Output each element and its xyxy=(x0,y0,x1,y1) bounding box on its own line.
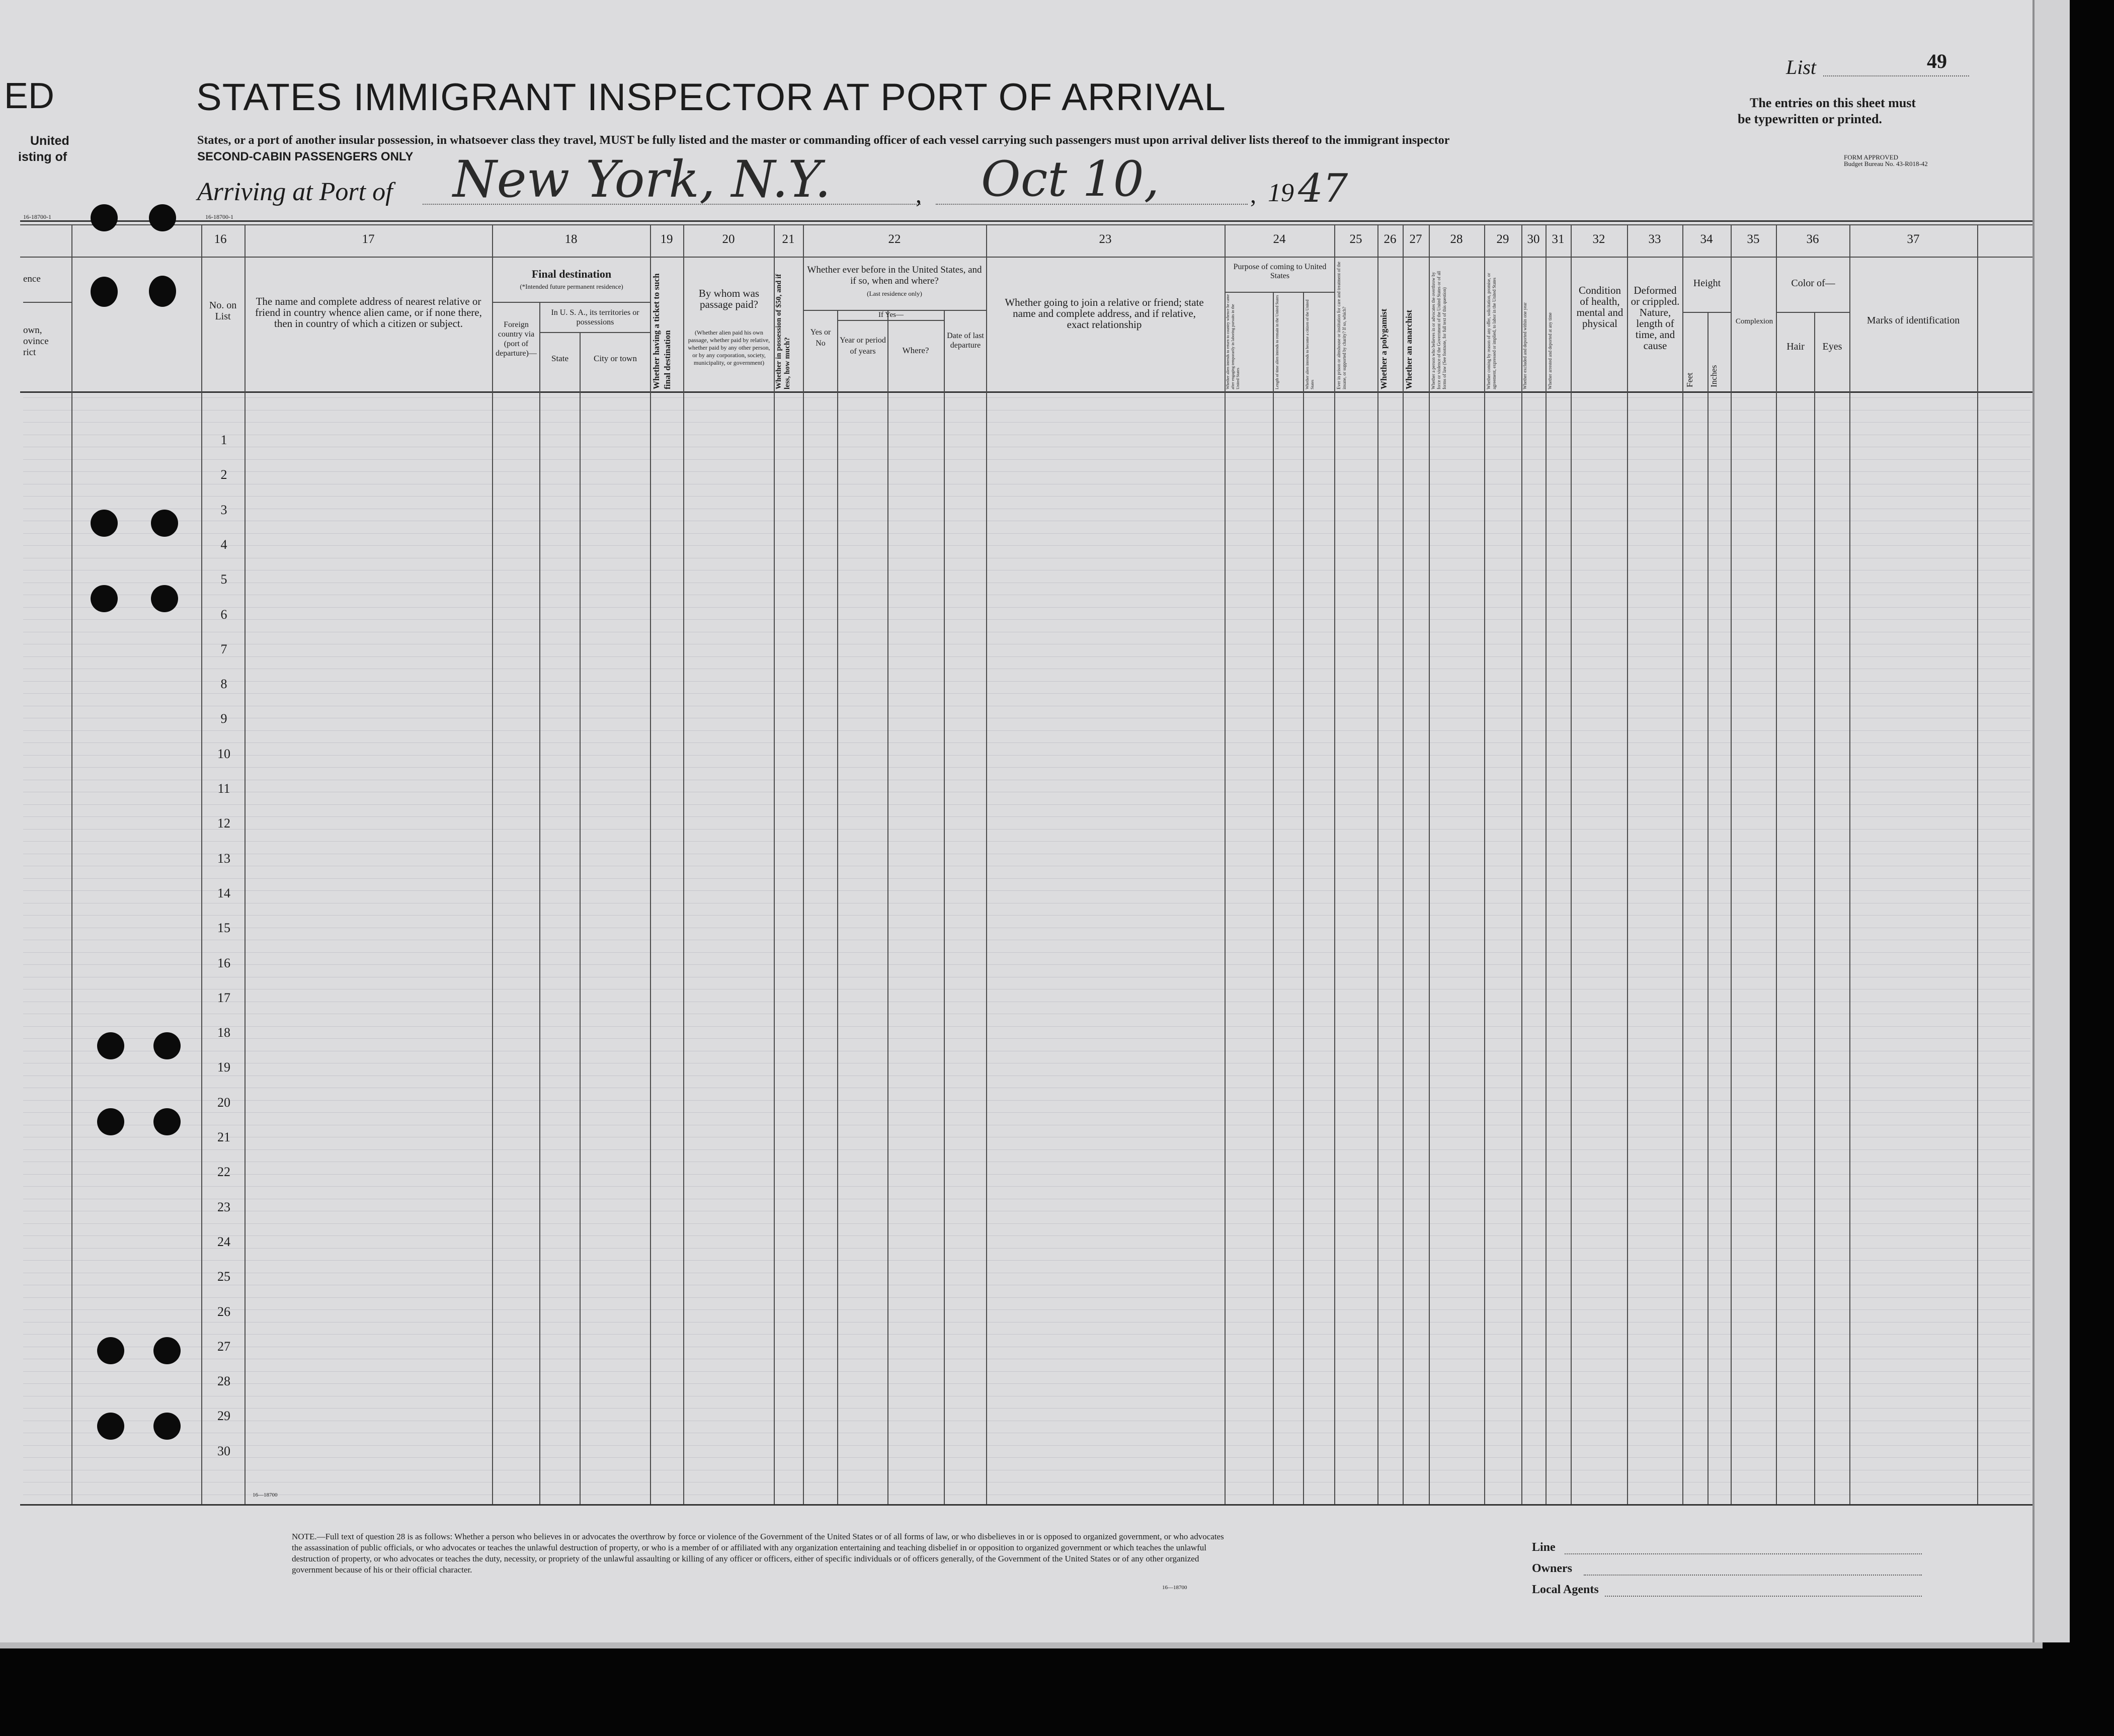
grid-line xyxy=(23,397,2030,398)
col-line xyxy=(539,302,540,1504)
col-line xyxy=(245,224,246,1504)
header-c31: Whether arrested and deported at any time xyxy=(1548,312,1553,389)
row-number: 29 xyxy=(217,1409,230,1424)
cabin-class: SECOND-CABIN PASSENGERS ONLY xyxy=(197,150,414,163)
col-line xyxy=(1627,224,1628,1504)
header-c22-yesno: Yes or No xyxy=(810,328,831,348)
row-number: 8 xyxy=(220,677,227,692)
header-c36-title: Color of— xyxy=(1791,278,1835,289)
column-number: 20 xyxy=(722,232,735,246)
row-number: 6 xyxy=(220,607,227,622)
col-line xyxy=(1682,224,1683,1504)
footer-agents-label: Local Agents xyxy=(1532,1583,1599,1596)
row-number: 17 xyxy=(217,990,230,1005)
column-number: 23 xyxy=(1099,232,1112,246)
column-number: 34 xyxy=(1700,232,1713,246)
col-line xyxy=(1776,224,1777,1504)
header-c20-title: By whom was passage paid? xyxy=(698,287,760,310)
col-line xyxy=(944,310,945,1504)
grid-line xyxy=(23,422,2030,423)
col-line xyxy=(1977,224,1978,1504)
grid-line xyxy=(23,915,2030,916)
header-c30: Whether excluded and deported within one year xyxy=(1522,302,1527,389)
col-line xyxy=(201,224,202,1504)
form-approved: FORM APPROVED xyxy=(1844,153,1899,161)
col-line xyxy=(1377,224,1378,1504)
binder-hole xyxy=(153,1337,181,1364)
header-c18-sub: (*Intended future permanent residence) xyxy=(520,283,623,290)
port-comma: , xyxy=(916,182,922,208)
grid-line xyxy=(23,878,2030,879)
grid-line xyxy=(23,1248,2030,1249)
grid-line xyxy=(23,804,2030,805)
column-number: 29 xyxy=(1496,232,1509,246)
column-number: 35 xyxy=(1747,232,1760,246)
grid-line xyxy=(23,767,2030,768)
left-col-fragment-3: ovince xyxy=(23,336,49,347)
grid-line xyxy=(23,829,2030,830)
column-number: 27 xyxy=(1409,232,1422,246)
right-margin-column xyxy=(2032,0,2070,1642)
col-line xyxy=(1484,224,1485,1504)
row-number: 15 xyxy=(217,921,230,936)
left-fragment-title: ED xyxy=(4,76,55,116)
form-code-left: 16-18700-1 xyxy=(23,213,51,220)
col-line xyxy=(1303,292,1304,1504)
grid-line xyxy=(23,1260,2030,1261)
col-line xyxy=(1521,224,1522,1504)
grid-line xyxy=(23,496,2030,497)
col-line xyxy=(580,332,581,1504)
header-c24-a: Whether alien intends to return to country whence he came after engaging temporarily in laboring pursuits in the United States xyxy=(1226,294,1240,389)
grid-line xyxy=(23,1100,2030,1101)
c22-ifyes-line xyxy=(837,320,944,321)
column-number: 31 xyxy=(1552,232,1565,246)
header-c34-inches: Inches xyxy=(1709,365,1719,387)
budget-bureau: Budget Bureau No. 43-R018-42 xyxy=(1844,160,1928,168)
header-c34-title: Height xyxy=(1693,278,1721,289)
grid-line xyxy=(23,1297,2030,1298)
grid-line xyxy=(23,1186,2030,1187)
grid-line xyxy=(23,1445,2030,1446)
grid-line xyxy=(23,730,2030,731)
col-line xyxy=(1403,224,1404,1504)
row-number: 21 xyxy=(217,1130,230,1144)
col-line xyxy=(986,224,987,1504)
bottom-form-code: 16—18700 xyxy=(253,1492,278,1498)
grid-line xyxy=(23,1309,2030,1310)
column-number: 36 xyxy=(1806,232,1819,246)
binder-hole xyxy=(153,1032,181,1059)
grid-line xyxy=(23,656,2030,657)
grid-line xyxy=(23,890,2030,891)
grid-line xyxy=(23,1223,2030,1224)
binder-hole xyxy=(153,1108,181,1135)
year-handwritten: 47 xyxy=(1298,166,1348,211)
binder-hole xyxy=(149,204,176,231)
row-number: 11 xyxy=(217,781,230,796)
row-number: 13 xyxy=(217,851,230,866)
row-number: 23 xyxy=(217,1199,230,1214)
left-fragment-line-1: United xyxy=(30,134,69,148)
grid-line xyxy=(23,1235,2030,1236)
grid-line xyxy=(23,1457,2030,1458)
binder-hole xyxy=(91,510,118,537)
grid-line xyxy=(23,1371,2030,1372)
header-c18-state: State xyxy=(551,354,568,363)
row-number: 25 xyxy=(217,1269,230,1284)
list-underline xyxy=(1823,75,1969,76)
row-number: 18 xyxy=(217,1025,230,1040)
header-c36-eyes: Eyes xyxy=(1822,341,1842,352)
header-c22-title: Whether ever before in the United States, and if so, when and where? xyxy=(807,265,982,286)
left-fragment-line xyxy=(23,302,71,303)
binder-hole xyxy=(97,1337,124,1364)
column-number: 25 xyxy=(1349,232,1362,246)
grid-line xyxy=(23,619,2030,620)
row-number: 24 xyxy=(217,1234,230,1249)
col-line xyxy=(650,224,651,1504)
grid-line xyxy=(23,681,2030,682)
header-c18-foreign: Foreign country via (port of departure)— xyxy=(496,320,537,358)
row-number: 5 xyxy=(220,572,227,587)
binder-hole xyxy=(97,1032,124,1059)
header-c37: Marks of identification xyxy=(1866,315,1960,326)
col-line xyxy=(683,224,684,1504)
row-number: 9 xyxy=(220,711,227,726)
col-line xyxy=(837,310,838,1504)
grid-line xyxy=(23,816,2030,817)
row-number: 20 xyxy=(217,1095,230,1110)
header-c34-feet: Feet xyxy=(1685,372,1694,387)
table-top-border xyxy=(20,220,2032,222)
column-number: 37 xyxy=(1907,232,1920,246)
header-c26: Whether a polygamist xyxy=(1379,308,1389,389)
left-fragment-line-2: isting of xyxy=(18,150,67,164)
c36-sub-line xyxy=(1776,312,1849,313)
typewritten-note-1: The entries on this sheet must xyxy=(1750,96,1916,110)
c18-usa-line xyxy=(539,332,650,333)
year-prefix: 19 xyxy=(1268,179,1294,207)
binder-hole xyxy=(149,276,176,307)
binder-hole xyxy=(97,1108,124,1135)
footer-agents-field xyxy=(1605,1596,1922,1597)
header-c17: The name and complete address of nearest relative or friend in country whence alien came, or if none there, then in country of which a citizen or subject. xyxy=(255,295,482,329)
row-number: 30 xyxy=(217,1443,230,1458)
col-line xyxy=(774,224,775,1504)
grid-line xyxy=(23,471,2030,472)
column-number: 28 xyxy=(1450,232,1463,246)
footer-line-field xyxy=(1565,1553,1922,1554)
row-number: 19 xyxy=(217,1060,230,1075)
header-c22-year: Year or period of years xyxy=(840,336,886,356)
header-c24-title: Purpose of coming to United States xyxy=(1233,263,1327,280)
header-c25: Ever in prison or almshouse or institution for care and treatment of the insane, or supported by charity? If so, which? xyxy=(1336,262,1347,389)
column-number: 17 xyxy=(362,232,375,246)
binder-hole xyxy=(151,510,178,537)
header-c19: Whether having a ticket to such final destination xyxy=(652,273,672,389)
header-c28: Whether a person who believes in or advocates the overthrow by force or violence of the Government of the United States or of all forms of law (See footnote, for full text of this question) xyxy=(1431,271,1447,389)
col-line xyxy=(887,310,888,1504)
col-line xyxy=(1429,224,1430,1504)
col-line xyxy=(492,224,493,1504)
date-comma: , xyxy=(1250,182,1256,208)
arriving-label: Arriving at Port of xyxy=(197,178,393,206)
footer-owners-label: Owners xyxy=(1532,1562,1572,1575)
table-bottom-border xyxy=(20,1504,2032,1506)
left-col-fragment-4: rict xyxy=(23,347,36,358)
grid-line xyxy=(23,1026,2030,1027)
header-c22-where: Where? xyxy=(902,346,929,355)
row-number: 3 xyxy=(220,502,227,517)
header-c16: No. on List xyxy=(209,300,237,322)
grid-line xyxy=(23,755,2030,756)
header-c22-sub: (Last residence only) xyxy=(867,290,922,297)
grid-line xyxy=(23,533,2030,534)
header-c33: Deformed or crippled. Nature, length of time, and cause xyxy=(1631,284,1680,352)
grid-line xyxy=(23,964,2030,965)
grid-line xyxy=(23,1408,2030,1409)
footer-line-label: Line xyxy=(1532,1541,1556,1554)
grid-line xyxy=(23,545,2030,546)
col-line xyxy=(1814,312,1815,1504)
column-number: 16 xyxy=(214,232,227,246)
header-c36-hair: Hair xyxy=(1786,341,1805,352)
grid-line xyxy=(23,1383,2030,1384)
column-number: 32 xyxy=(1592,232,1605,246)
row-number: 2 xyxy=(220,467,227,482)
header-c32: Condition of health, mental and physical xyxy=(1576,284,1623,329)
header-c35: Complexion xyxy=(1735,317,1773,325)
c34-sub-line xyxy=(1682,312,1731,313)
binder-hole xyxy=(97,1413,124,1440)
col-line xyxy=(1731,224,1732,1504)
col-line xyxy=(1273,292,1274,1504)
header-c20-sub: (Whether alien paid his own passage, whether paid by relative, whether paid by any other person, or by any corporation, society, municipality, or government) xyxy=(688,329,770,366)
col-line xyxy=(1571,224,1572,1504)
col-line xyxy=(1334,224,1335,1504)
row-number: 10 xyxy=(217,746,230,761)
column-number: 26 xyxy=(1384,232,1397,246)
instruction-text: States, or a port of another insular possession, in whatsoever class they travel, MUST be fully listed and the master or commanding officer of each vessel carrying such passengers must upon arrival deliver lists thereof to the immigrant inspector xyxy=(197,134,1450,147)
binder-hole xyxy=(91,277,118,307)
row-number: 14 xyxy=(217,885,230,900)
left-col-fragment-2: own, xyxy=(23,325,42,336)
grid-line xyxy=(23,1038,2030,1039)
column-number: 18 xyxy=(564,232,578,246)
column-number: 24 xyxy=(1273,232,1286,246)
binder-hole xyxy=(151,585,178,612)
column-number: 19 xyxy=(660,232,673,246)
header-c18-title: Final destination xyxy=(531,268,612,280)
list-number: 49 xyxy=(1927,50,1947,72)
grid-line xyxy=(23,1112,2030,1113)
page-bottom-strip xyxy=(0,1642,2043,1648)
header-c29: Whether coming by reason of any offer, solicitation, promise, or agreement, expressed or implied, to labor in the United States xyxy=(1486,273,1497,389)
footer-note: NOTE.—Full text of question 28 is as follows: Whether a person who believes in or advocates the overthrow by force or violence of the Government of the United States or of all forms of law, or who disbelieves in or is opposed to organized government, or who advocates the assassination of public officials, or who advocates or teaches the unlawful destruction of property, or who is a member of or affiliated with any organization entertaining and teaching disbelief in or opposition to organized government or which teaches the unlawful destruction of property, or who advocates or teaches the duty, necessity, or propriety of the unlawful assaulting or killing of any officer or officers, either of specific individuals or of officers generally, of the Government of the United States or of any other organized government because of his or their official character. xyxy=(292,1532,1224,1575)
grid-line xyxy=(23,607,2030,608)
column-number: 33 xyxy=(1648,232,1661,246)
page-title: STATES IMMIGRANT INSPECTOR AT PORT OF ARRIVAL xyxy=(196,76,1226,119)
col-line xyxy=(71,224,72,1504)
col-line xyxy=(1708,312,1709,1504)
footer-note-code: 16—18700 xyxy=(1162,1585,1187,1591)
form-code-right: 16-18700-1 xyxy=(205,213,233,220)
col-line xyxy=(1225,224,1226,1504)
grid-line xyxy=(23,1334,2030,1335)
row-number: 7 xyxy=(220,641,227,656)
header-c23: Whether going to join a relative or friend; state name and complete address, and if relative, exact relationship xyxy=(1005,296,1204,330)
c24-sub-line xyxy=(1225,292,1334,293)
row-number: 28 xyxy=(217,1374,230,1389)
col-line xyxy=(803,224,804,1504)
grid-line xyxy=(23,841,2030,842)
date-handwritten: Oct 10, xyxy=(981,151,1160,207)
binder-hole xyxy=(153,1413,181,1440)
row-number: 1 xyxy=(220,433,227,447)
row-number: 22 xyxy=(217,1165,230,1180)
c18-sub-line xyxy=(492,302,650,303)
grid-line xyxy=(23,1174,2030,1175)
binder-hole xyxy=(91,204,118,231)
header-c27: Whether an anarchist xyxy=(1404,309,1414,389)
port-handwritten: New York, N.Y. xyxy=(453,150,831,209)
grid-line xyxy=(23,693,2030,694)
column-number: 22 xyxy=(888,232,901,246)
col-line xyxy=(1849,224,1850,1504)
typewritten-note-2: be typewritten or printed. xyxy=(1738,112,1882,126)
header-c24-b: Length of time alien intends to remain in the United States xyxy=(1275,295,1279,389)
header-c22-date: Date of last departure xyxy=(947,332,984,350)
header-c21: Whether in possession of $50, and if less, how much? xyxy=(775,274,791,389)
left-col-fragment-1: ence xyxy=(23,274,41,284)
grid-line xyxy=(23,1149,2030,1150)
row-number: 27 xyxy=(217,1339,230,1354)
col-line xyxy=(1546,224,1547,1504)
binder-hole xyxy=(91,585,118,612)
column-number: 21 xyxy=(782,232,795,246)
grid-line xyxy=(23,952,2030,953)
header-c18-usa: In U. S. A., its territories or possessions xyxy=(551,308,639,326)
footer-owners-field xyxy=(1584,1575,1922,1576)
row-number: 16 xyxy=(217,955,230,970)
header-c24-c: Whether alien intends to become a citizen of the United States xyxy=(1305,299,1315,389)
column-number: 30 xyxy=(1527,232,1540,246)
header-c22-ifyes: If Yes— xyxy=(878,311,904,319)
list-label: List xyxy=(1786,56,1817,78)
row-number: 12 xyxy=(217,816,230,831)
header-c18-city: City or town xyxy=(594,354,637,363)
row-number: 26 xyxy=(217,1304,230,1319)
grid-line xyxy=(23,459,2030,460)
row-number: 4 xyxy=(220,537,227,552)
grid-line xyxy=(23,742,2030,743)
